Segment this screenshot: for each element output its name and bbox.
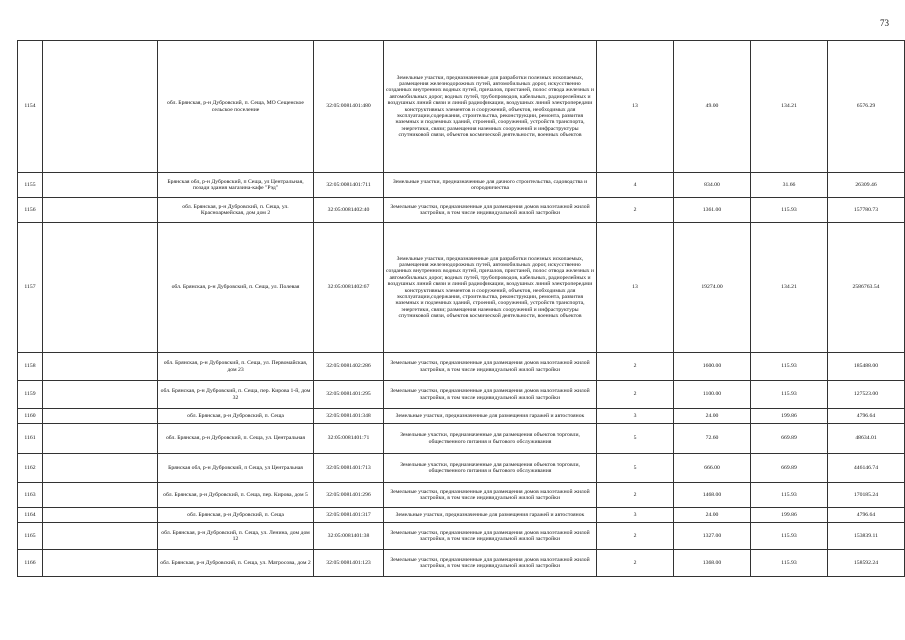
cadastral-number-cell: 32:05:0081401:71 <box>314 424 384 454</box>
land-use-description-cell: Земельные участки, предназначенные для разработки полезных ископаемых, размещения железнодорожных путей, автомобильных дорог, искусственно созданных внутренних водных путей, причалов, пристаней, полос отвода железных и автомобильных дорог, водных путей, трубопроводов, кабельных, радиорелейных и воздушных линий связи и линий радиофикации, воздушных линий электропередачи конструктивных элементов и сооружений, объектов, необходимых для эксплуатации,содержания, строительства, реконструкции, ремонта, развития наземных и подземных зданий, строений, сооружений, устройств транспорта, энергетики, связи; размещения наземных сооружений и инфраструктуры спутниковой связи, объектов космической деятельности, военных объектов <box>384 223 597 353</box>
group-number-cell: 2 <box>597 483 674 508</box>
cadastral-number-cell: 32:05:0081401:317 <box>314 508 384 523</box>
blank-cell <box>43 454 158 483</box>
land-use-description-cell: Земельные участки, предназначенные для размещения домов малоэтажной жилой застройки, в том числе индивидуальной жилой застройки <box>384 483 597 508</box>
specific-value-cell: 115.93 <box>751 353 828 381</box>
group-number-cell: 5 <box>597 454 674 483</box>
cadastral-value-cell: 48634.01 <box>828 424 905 454</box>
cadastral-number-cell: 32:05:0081401:348 <box>314 409 384 424</box>
cadastral-value-cell: 26309.46 <box>828 173 905 198</box>
area-cell: 1361.00 <box>674 198 751 223</box>
row-number-cell: 1160 <box>18 409 43 424</box>
address-cell: обл. Брянская, р-н Дубровский, п. Сеща, ул. Центральная <box>158 424 314 454</box>
table-row <box>18 409 905 424</box>
address-cell: обл. Брянская, р-н Дубровский, п. Сеща, МО Сещенское сельское поселение <box>158 41 314 173</box>
cadastral-value-cell: 170185.24 <box>828 483 905 508</box>
group-number-cell: 2 <box>597 381 674 409</box>
address-cell: обл. Брянская, р-н Дубровский, п. Сеща <box>158 508 314 523</box>
group-number-cell: 4 <box>597 173 674 198</box>
row-number-cell: 1166 <box>18 550 43 577</box>
specific-value-cell: 115.93 <box>751 483 828 508</box>
specific-value-cell: 669.89 <box>751 454 828 483</box>
blank-cell <box>43 41 158 173</box>
cadastral-number-cell: 32:05:0081402:67 <box>314 223 384 353</box>
address-cell: обл. Брянская, р-н Дубровский, п. Сеща, ул. Красноармейская, дом дом 2 <box>158 198 314 223</box>
table-row <box>18 550 905 577</box>
cadastral-value-cell: 158592.24 <box>828 550 905 577</box>
table-row <box>18 508 905 523</box>
land-use-description-cell: Земельные участки, предназначенные для размещения домов малоэтажной жилой застройки, в том числе индивидуальной жилой застройки <box>384 550 597 577</box>
specific-value-cell: 134.21 <box>751 41 828 173</box>
table-row <box>18 198 905 223</box>
table-row <box>18 454 905 483</box>
table-row <box>18 173 905 198</box>
cadastral-number-cell: 32:05:0081401:480 <box>314 41 384 173</box>
area-cell: 1327.00 <box>674 523 751 550</box>
blank-cell <box>43 173 158 198</box>
area-cell: 834.00 <box>674 173 751 198</box>
land-use-description-cell: Земельные участки, предназначенные для размещения домов малоэтажной жилой застройки, в том числе индивидуальной жилой застройки <box>384 198 597 223</box>
land-use-description-cell: Земельные участки, предназначенные для дачного строительства, садоводства и огородничества <box>384 173 597 198</box>
table-row <box>18 223 905 353</box>
group-number-cell: 3 <box>597 409 674 424</box>
address-cell: обл. Брянская, р-н Дубровский, п. Сеща, ул. Матросова, дом 2 <box>158 550 314 577</box>
group-number-cell: 2 <box>597 353 674 381</box>
table-row <box>18 483 905 508</box>
land-use-description-cell: Земельные участки, предназначенные для размещения домов малоэтажной жилой застройки, в том числе индивидуальной жилой застройки <box>384 381 597 409</box>
row-number-cell: 1158 <box>18 353 43 381</box>
row-number-cell: 1163 <box>18 483 43 508</box>
cadastral-number-cell: 32:05:0081402:286 <box>314 353 384 381</box>
area-cell: 1100.00 <box>674 381 751 409</box>
cadastral-number-cell: 32:05:0081402:40 <box>314 198 384 223</box>
area-cell: 666.00 <box>674 454 751 483</box>
row-number-cell: 1157 <box>18 223 43 353</box>
land-use-description-cell: Земельные участки, предназначенные для разработки полезных ископаемых, размещения железнодорожных путей, автомобильных дорог, искусственно созданных внутренних водных путей, причалов, пристаней, полос отвода железных и автомобильных дорог, водных путей, трубопроводов, кабельных, радиорелейных и воздушных линий связи и линий радиофикации, воздушных линий электропередачи конструктивных элементов и сооружений, объектов, необходимых для эксплуатации,содержания, строительства, реконструкции, ремонта, развития наземных и подземных зданий, строений, сооружений, устройств транспорта, энергетики, связи; размещения наземных сооружений и инфраструктуры спутниковой связи, объектов космической деятельности, военных объектов <box>384 41 597 173</box>
specific-value-cell: 31.66 <box>751 173 828 198</box>
page-number: 73 <box>880 18 889 28</box>
group-number-cell: 2 <box>597 523 674 550</box>
table-row <box>18 381 905 409</box>
land-use-description-cell: Земельные участки, предназначенные для размещения домов малоэтажной жилой застройки, в том числе индивидуальной жилой застройки <box>384 523 597 550</box>
row-number-cell: 1159 <box>18 381 43 409</box>
cadastral-value-cell: 446146.74 <box>828 454 905 483</box>
blank-cell <box>43 523 158 550</box>
group-number-cell: 2 <box>597 550 674 577</box>
specific-value-cell: 199.86 <box>751 409 828 424</box>
land-use-description-cell: Земельные участки, предназначенные для размещения объектов торговли, общественного питания и бытового обслуживания <box>384 424 597 454</box>
row-number-cell: 1161 <box>18 424 43 454</box>
address-cell: Брянская обл, р-н Дубровский, п Сеща, ул Центральная, позади здания магазина-кафе "Рэд" <box>158 173 314 198</box>
address-cell: обл. Брянская, р-н Дубровский, п. Сеща <box>158 409 314 424</box>
area-cell: 1600.00 <box>674 353 751 381</box>
area-cell: 1468.00 <box>674 483 751 508</box>
table-row <box>18 523 905 550</box>
blank-cell <box>43 409 158 424</box>
address-cell: обл. Брянская, р-н Дубровский, п. Сеща, пер. Кирова, дом 5 <box>158 483 314 508</box>
address-cell: Брянская обл, р-н Дубровский, п Сеща, ул Центральная <box>158 454 314 483</box>
row-number-cell: 1154 <box>18 41 43 173</box>
blank-cell <box>43 381 158 409</box>
land-use-description-cell: Земельные участки, предназначенные для размещения домов малоэтажной жилой застройки, в том числе индивидуальной жилой застройки <box>384 353 597 381</box>
cadastral-value-cell: 153839.11 <box>828 523 905 550</box>
specific-value-cell: 669.89 <box>751 424 828 454</box>
cadastral-number-cell: 32:05:0081401:38 <box>314 523 384 550</box>
cadastral-value-cell: 4796.64 <box>828 508 905 523</box>
specific-value-cell: 199.86 <box>751 508 828 523</box>
blank-cell <box>43 424 158 454</box>
row-number-cell: 1162 <box>18 454 43 483</box>
table-row <box>18 41 905 173</box>
cadastral-number-cell: 32:05:0081401:711 <box>314 173 384 198</box>
specific-value-cell: 115.93 <box>751 523 828 550</box>
blank-cell <box>43 508 158 523</box>
address-cell: обл. Брянская, р-н Дубровский, п. Сеща, ул. Полевая <box>158 223 314 353</box>
address-cell: обл. Брянская, р-н Дубровский, п. Сеща, ул. Ленина, дом дом 12 <box>158 523 314 550</box>
group-number-cell: 13 <box>597 223 674 353</box>
group-number-cell: 3 <box>597 508 674 523</box>
specific-value-cell: 115.93 <box>751 550 828 577</box>
row-number-cell: 1156 <box>18 198 43 223</box>
address-cell: обл. Брянская, р-н Дубровский, п. Сеща, ул. Первомайская, дом 23 <box>158 353 314 381</box>
blank-cell <box>43 550 158 577</box>
table-row <box>18 353 905 381</box>
blank-cell <box>43 198 158 223</box>
land-use-description-cell: Земельные участки, предназначенные для размещения гаражей и автостоянок <box>384 409 597 424</box>
cadastral-value-cell: 185488.00 <box>828 353 905 381</box>
cadastral-value-cell: 4796.64 <box>828 409 905 424</box>
cadastral-number-cell: 32:05:0081401:296 <box>314 483 384 508</box>
specific-value-cell: 134.21 <box>751 223 828 353</box>
area-cell: 19274.00 <box>674 223 751 353</box>
cadastral-value-cell: 2586763.54 <box>828 223 905 353</box>
area-cell: 1368.00 <box>674 550 751 577</box>
land-use-description-cell: Земельные участки, предназначенные для размещения гаражей и автостоянок <box>384 508 597 523</box>
cadastral-value-cell: 6576.29 <box>828 41 905 173</box>
blank-cell <box>43 223 158 353</box>
area-cell: 72.60 <box>674 424 751 454</box>
cadastral-value-cell: 127523.00 <box>828 381 905 409</box>
cadastral-number-cell: 32:05:0081401:123 <box>314 550 384 577</box>
address-cell: обл. Брянская, р-н Дубровский, п. Сеща, пер. Кирова 1-й, дом 32 <box>158 381 314 409</box>
area-cell: 24.00 <box>674 508 751 523</box>
row-number-cell: 1165 <box>18 523 43 550</box>
row-number-cell: 1155 <box>18 173 43 198</box>
group-number-cell: 2 <box>597 198 674 223</box>
cadastral-value-cell: 157780.73 <box>828 198 905 223</box>
cadastral-number-cell: 32:05:0081401:295 <box>314 381 384 409</box>
group-number-cell: 13 <box>597 41 674 173</box>
cadastral-value-table <box>17 40 905 577</box>
blank-cell <box>43 353 158 381</box>
cadastral-number-cell: 32:05:0081401:713 <box>314 454 384 483</box>
row-number-cell: 1164 <box>18 508 43 523</box>
specific-value-cell: 115.93 <box>751 381 828 409</box>
area-cell: 49.00 <box>674 41 751 173</box>
land-use-description-cell: Земельные участки, предназначенные для размещения объектов торговли, общественного питания и бытового обслуживания <box>384 454 597 483</box>
table-row <box>18 424 905 454</box>
blank-cell <box>43 483 158 508</box>
area-cell: 24.00 <box>674 409 751 424</box>
group-number-cell: 5 <box>597 424 674 454</box>
specific-value-cell: 115.93 <box>751 198 828 223</box>
